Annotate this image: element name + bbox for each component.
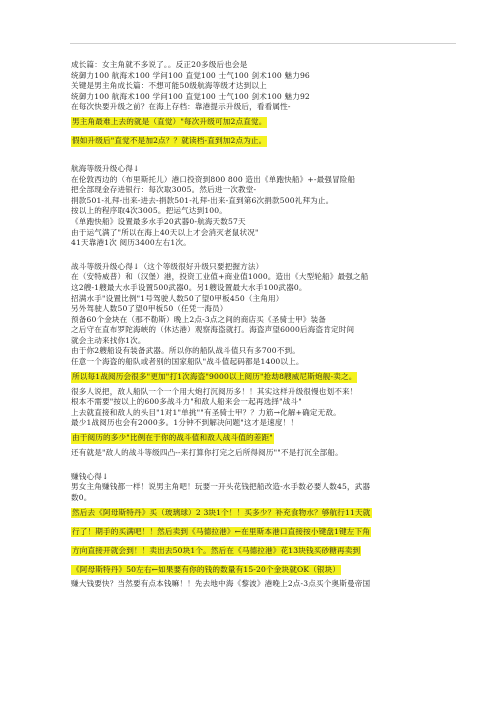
section-combat-level: [71, 262, 455, 459]
text-line: 捐款501-礼拜-出来-进去-捐款501-礼拜-出来-直到第6次捐款500礼拜为止。: [71, 195, 334, 205]
text-line: 由于你2艘船设有装备武器。所以你的船队战斗值只有多700不到。: [71, 346, 301, 356]
highlighted-line: 方向直接开就会到！！卖出去50块1个。然后在《马德拉港》花13块钱买砂糖再卖到: [72, 545, 361, 555]
document-body: [71, 60, 455, 590]
text-line: 统御力100 航海术100 学问100 直觉100 士气100 剑术100 魅力96: [71, 70, 310, 80]
section-growth: [71, 60, 455, 151]
highlighted-line: 《阿母斯特丹》50左右←如果要有你的钱的数量有15-20个金块就OK（银块）: [72, 564, 341, 574]
text-line: 很多人说把，敌人船队一个一个用大炮打沉阅历多！！其实这样升级很慢也划不来！: [71, 386, 358, 396]
text-line: 这2艘-1艘最大水手设置500武器0。另1艘设置最大水手100武器0。: [71, 282, 307, 292]
section-navigation-level: [71, 164, 455, 249]
text-line: 招满水手"设置比例"1号驾驶人数50了望0甲板450（主角用）: [71, 293, 284, 303]
text-line: 由于运气满了"所以在海上40天以上才会消灭老鼠状况": [71, 227, 259, 237]
text-line: 41天靠港1次 阅历3400左右1次。: [71, 238, 191, 248]
text-line: 最少1战阅历也会有2000多。1分钟不到解决问题"这才是速度！！: [71, 418, 299, 428]
text-line: 按以上的程序取4次3005。把运气达到100。: [71, 206, 228, 216]
section-heading: 航海等级升级心得↓: [71, 163, 140, 173]
text-line: 还有就是"敌人的战斗等级四凸--来打算你打完之后所得阅历""不是打沉全部船。: [71, 448, 343, 458]
text-line: 统御力100 航海术100 学问100 直觉100 士气100 剑术100 魅力92: [71, 91, 310, 101]
text-line: 男女主角赚钱都一样！说男主角吧！玩要一开头花钱把船改造-水手数必要人数45，武器: [71, 482, 371, 492]
text-line: 另外驾驶人数50了望0甲板50（任凭一海员）: [71, 304, 228, 314]
section-money: [71, 472, 455, 590]
highlighted-line: 假如升级后"直觉不是加2点？？就读档-直到加2点为止。: [72, 136, 267, 146]
text-line: 根本不需要"按以上的600多战斗力"和敌人船来会一起再选择"战斗": [71, 397, 302, 407]
text-line: 赚大钱要快？当然要有点本钱嘛！！先去地中海《黎波》港晚上2点-3点买个奥斯曼帝国: [71, 579, 371, 589]
text-line: 在（安特威普）和（汉堡）港，投资工业值+商业值1000。造出《大型轮船》最强之船: [71, 272, 369, 282]
text-line: 在每次快要升级之前？在海上存档：靠港提示升级后，看看属性-: [71, 102, 291, 112]
highlighted-line: 由于阅历的多少"比例在于你的战斗值和敌人战斗值的差距": [72, 433, 273, 443]
highlighted-line: 然后去《阿母斯特丹》买（玻璃球）2 3块1个！！买多少？补充食物水？够航行11天就: [72, 507, 371, 517]
highlighted-line: 行了！期手的买满吧！！然后卖到《马德拉港》←在里斯本港口直接按小键盘1键左下角: [72, 526, 371, 536]
text-line: 把全部现金存进银行：每次取3005。然后进一次教堂-: [71, 185, 257, 195]
text-line: 在伦敦西边的（布里斯托儿）港口投资到800 800 造出《单跑快船》+-最强冒险船: [71, 174, 356, 184]
text-line: 关键是男主角成长篇：不想可能50级航海等级才达到以上: [71, 81, 267, 91]
top-divider: [70, 43, 456, 44]
text-line: 《单跑快船》设置最多水手20武器0-航海天数57天: [71, 216, 246, 226]
highlighted-line: 男主角最难上去的就是（直觉）"每次升级可加2点直觉。: [72, 117, 267, 127]
text-line: 就会主动来找你1次。: [71, 335, 146, 345]
text-line: 预备60个金块在（那不勒斯）晚上2点-3点之间的商店买《圣骑士甲》装备: [71, 314, 326, 324]
text-line: 上去就直接和敌人的头目"1对1"单挑""有圣骑士甲？？力筋→化解+确定无敌。: [71, 407, 341, 417]
highlighted-line: 所以每1战阅历会很多"更加"打1次海盗"9000以上阅历"抢劫8艘威尼斯炮舰-卖之。: [72, 372, 357, 382]
section-heading: 赚钱心得↓: [71, 471, 109, 481]
section-heading: 战斗等级升级心得↓（这个等级很好升级只要把握方法）: [71, 261, 264, 271]
text-line: 之后守在直布罗陀海峡的（休达港）观察海盗就打。海盗声望6000后海盗肯定时间: [71, 325, 355, 335]
text-line: 数0。: [71, 492, 92, 502]
text-line: 任意一个海盗的船队或者别的国家船队"战斗值起码都是1400以上。: [71, 357, 304, 367]
text-line: 成长篇：女主角就不多说了。。反正20多级后也会是: [71, 60, 248, 69]
